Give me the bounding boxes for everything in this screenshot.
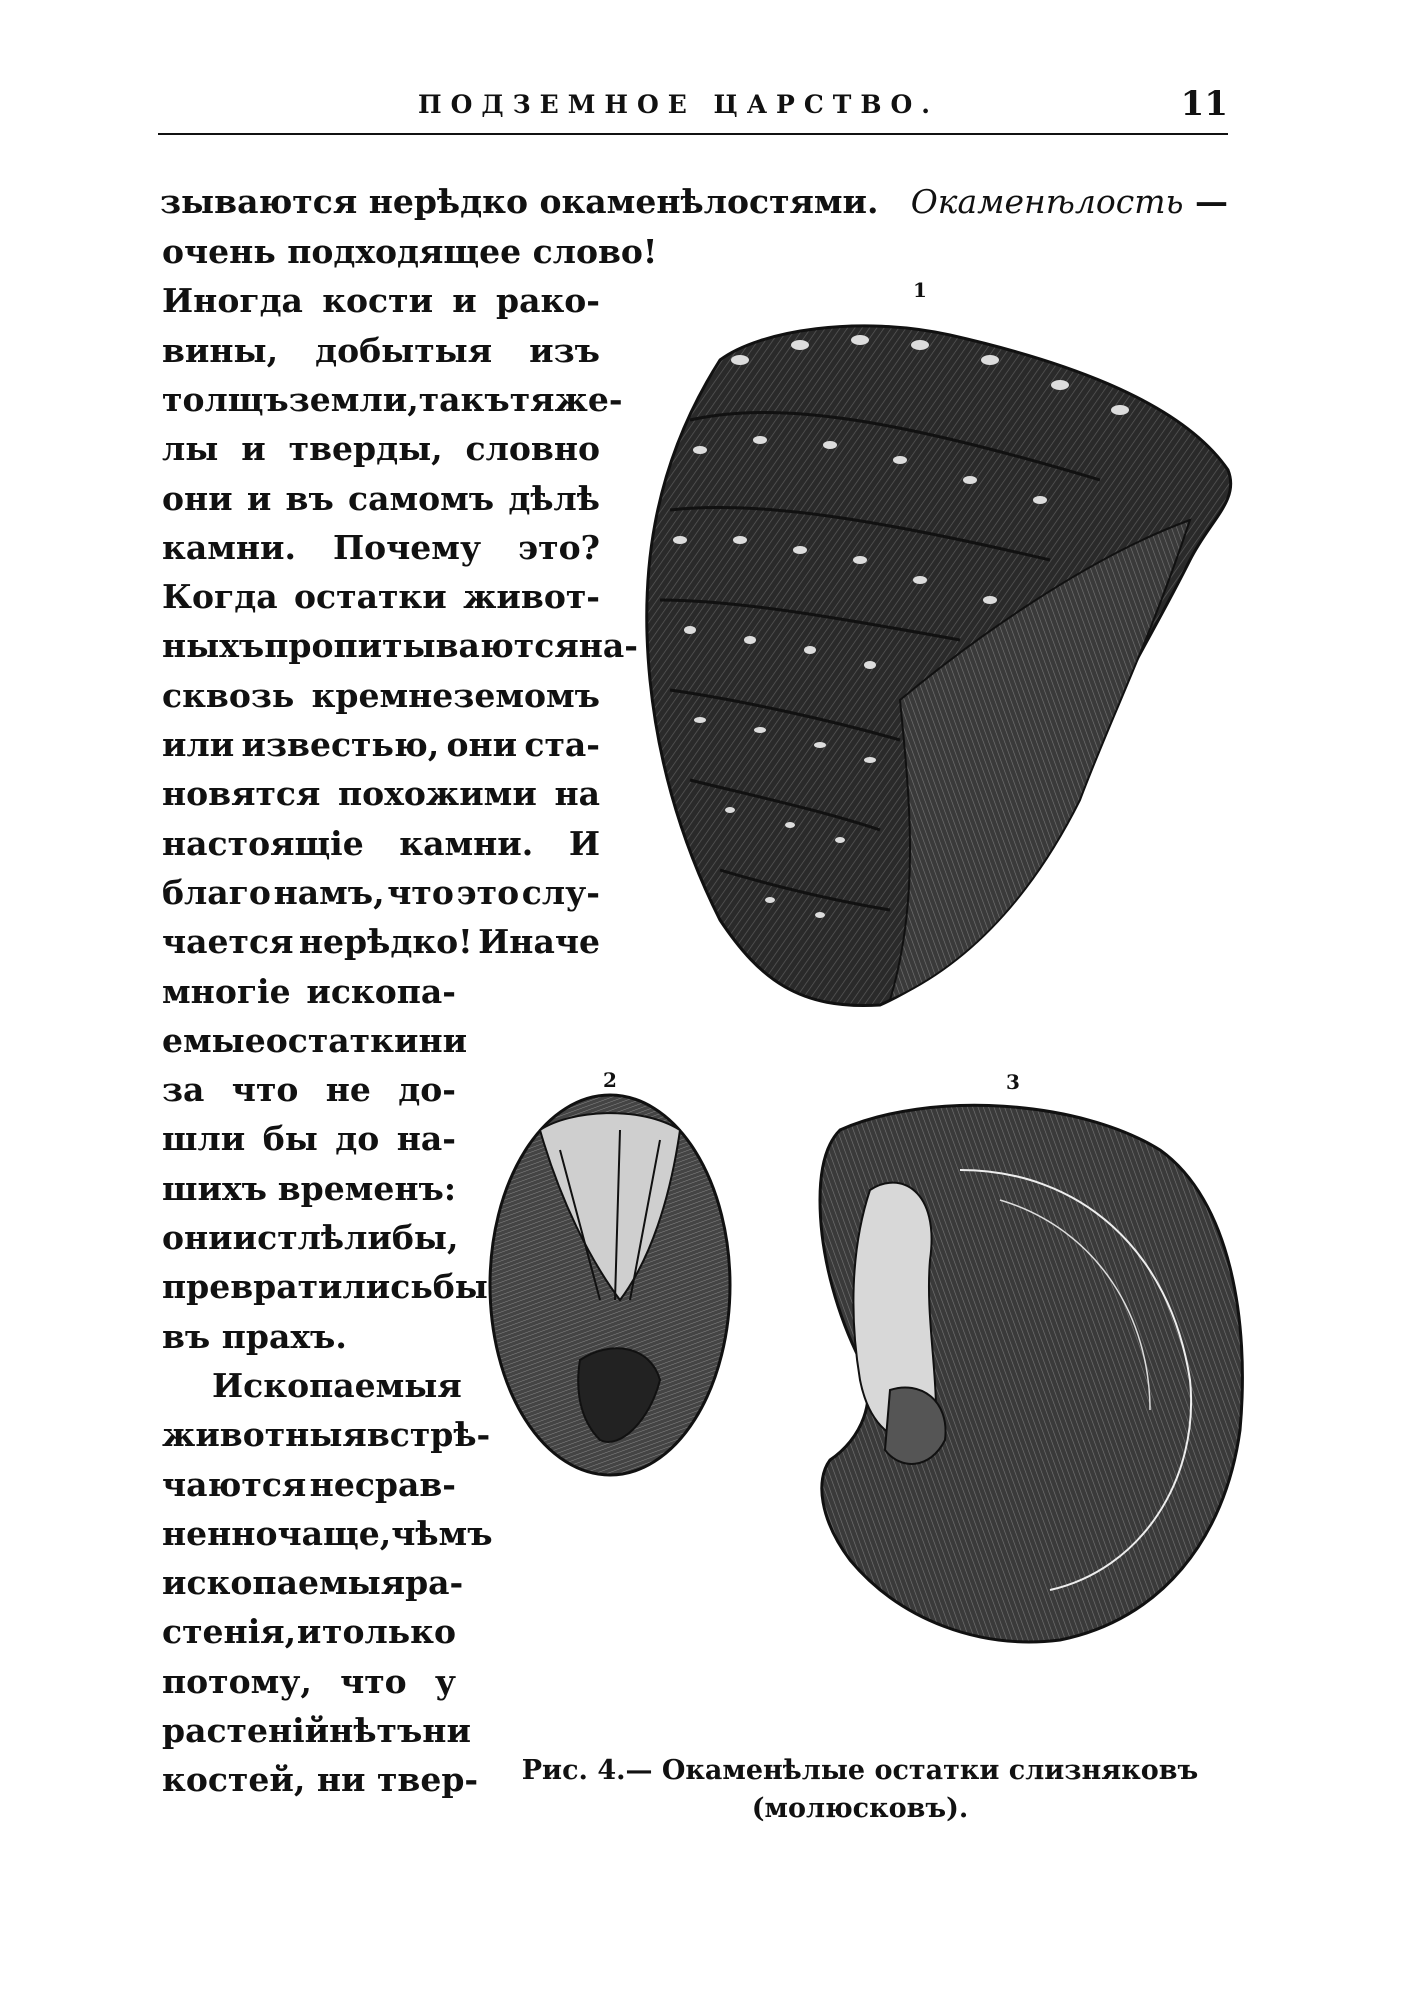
text-line: стенія, и только (162, 1612, 456, 1652)
text-line: растеній нѣтъ ни (162, 1711, 471, 1750)
figure-label-1: 1 (913, 278, 927, 302)
first-line-text: зываются нерѣдко окаменѣлостями. (160, 182, 879, 221)
text-line: емые остатки ни (162, 1020, 468, 1060)
figure-label-2: 2 (603, 1068, 617, 1092)
text-line: новятся похожими на (162, 774, 600, 814)
text-line: они и въ самомъ дѣлѣ (162, 478, 600, 518)
figure-caption (510, 1752, 1210, 1828)
figure-label-3: 3 (1006, 1070, 1020, 1094)
caption-line-2: (молюсковъ). (751, 1793, 969, 1824)
first-line-dash: — (1195, 182, 1228, 221)
text-line: Когда остатки живот- (162, 577, 600, 617)
text-line: потому, что у (162, 1661, 456, 1701)
text-line: толщъ земли, такъ тяже- (162, 379, 623, 419)
text-line: лы и тверды, словно (162, 429, 600, 469)
shell-2-illustration (490, 1095, 730, 1475)
text-line: Иногда кости и рако- (162, 281, 600, 321)
text-line: многіе ископа- (162, 971, 456, 1011)
shell-1-illustration (647, 326, 1231, 1006)
text-line: сквозь кремнеземомъ (162, 675, 600, 715)
text-line: животныя встрѣ- (162, 1415, 491, 1455)
header-rule (158, 133, 1228, 135)
text-line: Ископаемыя (212, 1365, 462, 1405)
text-line: чается нерѣдко! Иначе (162, 922, 600, 962)
text-line: шли бы до на- (162, 1119, 456, 1159)
text-line: ископаемыя ра- (162, 1563, 464, 1603)
first-text-line (160, 182, 1228, 221)
text-line: вины, добытыя изъ (162, 330, 600, 370)
text-line: костей, ни твер- (162, 1760, 479, 1800)
text-line: шихъ временъ: (162, 1168, 456, 1208)
text-line: чаются несрав- (162, 1464, 456, 1504)
text-line: они истлѣли бы, (162, 1218, 459, 1257)
text-line: за что не до- (162, 1070, 456, 1110)
text-line: благо намъ, что это слу- (162, 872, 600, 912)
first-line-emphasis-group (911, 182, 1228, 221)
shell-3-illustration (820, 1105, 1242, 1642)
running-title: ПОДЗЕМНОЕ ЦАРСТВО. (418, 90, 939, 119)
text-line: камни. Почему это? (162, 527, 600, 567)
text-line: ныхъ пропитываются на- (162, 626, 638, 666)
text-line: въ прахъ. (162, 1316, 347, 1356)
page-number: 11 (1180, 84, 1228, 124)
caption-line-1: Рис. 4.— Окаменѣлые остатки слизняковъ (521, 1755, 1199, 1786)
running-head (158, 84, 1228, 124)
text-line: ненно чаще, чѣмъ (162, 1513, 493, 1553)
first-line-emphasis: Окаменѣлость (910, 182, 1184, 221)
text-line: или известью, они ста- (162, 725, 600, 764)
text-line: очень подходящее слово! (162, 232, 658, 271)
text-line: превратились бы (162, 1267, 488, 1307)
text-line: настоящіе камни. И (162, 823, 600, 863)
